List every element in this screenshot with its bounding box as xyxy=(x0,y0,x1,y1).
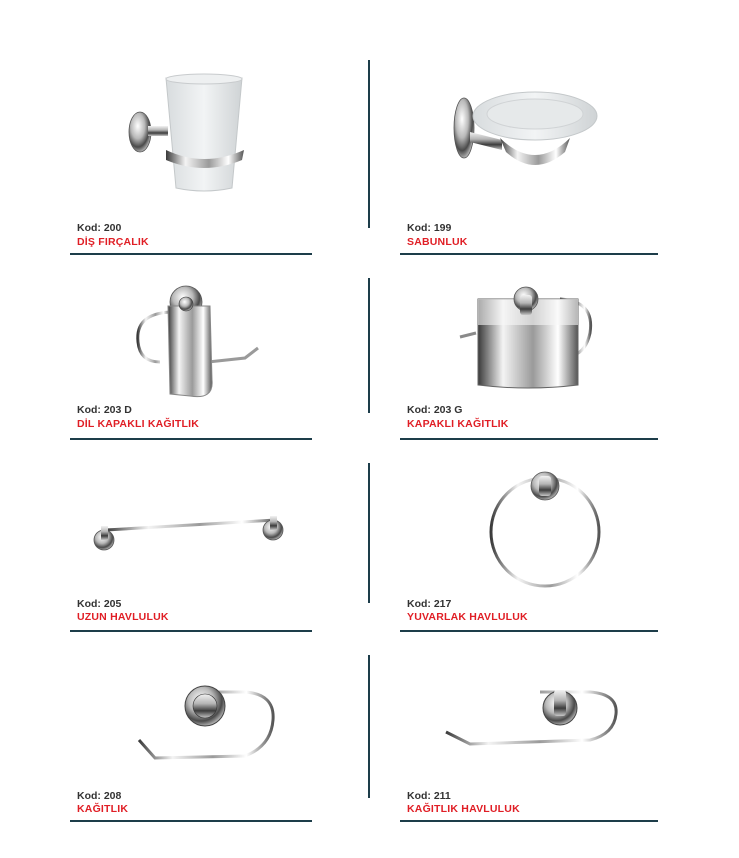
toothbrush-holder-image xyxy=(120,70,260,200)
product-underline xyxy=(400,820,658,822)
product-code: Kod: 203 D xyxy=(77,404,132,416)
product-code: Kod: 200 xyxy=(77,222,122,234)
soap-dish-image xyxy=(440,80,610,190)
product-underline xyxy=(70,253,312,255)
product-code: Kod: 217 xyxy=(407,598,452,610)
round-towel-ring-image xyxy=(480,470,610,590)
product-underline xyxy=(70,438,312,440)
product-code: Kod: 208 xyxy=(77,790,122,802)
product-code: Kod: 205 xyxy=(77,598,122,610)
product-code: Kod: 199 xyxy=(407,222,452,234)
tongue-cover-paper-holder-image xyxy=(130,282,270,402)
product-name: KAĞITLIK xyxy=(77,803,129,815)
product-underline xyxy=(400,253,658,255)
product-code: Kod: 203 G xyxy=(407,404,463,416)
paper-towel-holder-image xyxy=(440,682,625,752)
product-name: KAĞITLIK HAVLULUK xyxy=(407,803,520,815)
product-name: DİL KAPAKLI KAĞITLIK xyxy=(77,418,200,430)
product-underline xyxy=(70,820,312,822)
product-name: YUVARLAK HAVLULUK xyxy=(407,611,528,623)
product-name: UZUN HAVLULUK xyxy=(77,611,169,623)
paper-holder-image xyxy=(135,680,285,765)
product-name: DİŞ FIRÇALIK xyxy=(77,236,149,248)
column-divider-1 xyxy=(368,60,370,228)
column-divider-4 xyxy=(368,655,370,798)
product-underline xyxy=(70,630,312,632)
product-underline xyxy=(400,630,658,632)
covered-paper-holder-image xyxy=(450,285,600,395)
column-divider-2 xyxy=(368,278,370,413)
product-name: KAPAKLI KAĞITLIK xyxy=(407,418,509,430)
column-divider-3 xyxy=(368,463,370,603)
product-name: SABUNLUK xyxy=(407,236,468,248)
product-code: Kod: 211 xyxy=(407,790,451,802)
product-underline xyxy=(400,438,658,440)
long-towel-bar-image xyxy=(88,508,293,558)
